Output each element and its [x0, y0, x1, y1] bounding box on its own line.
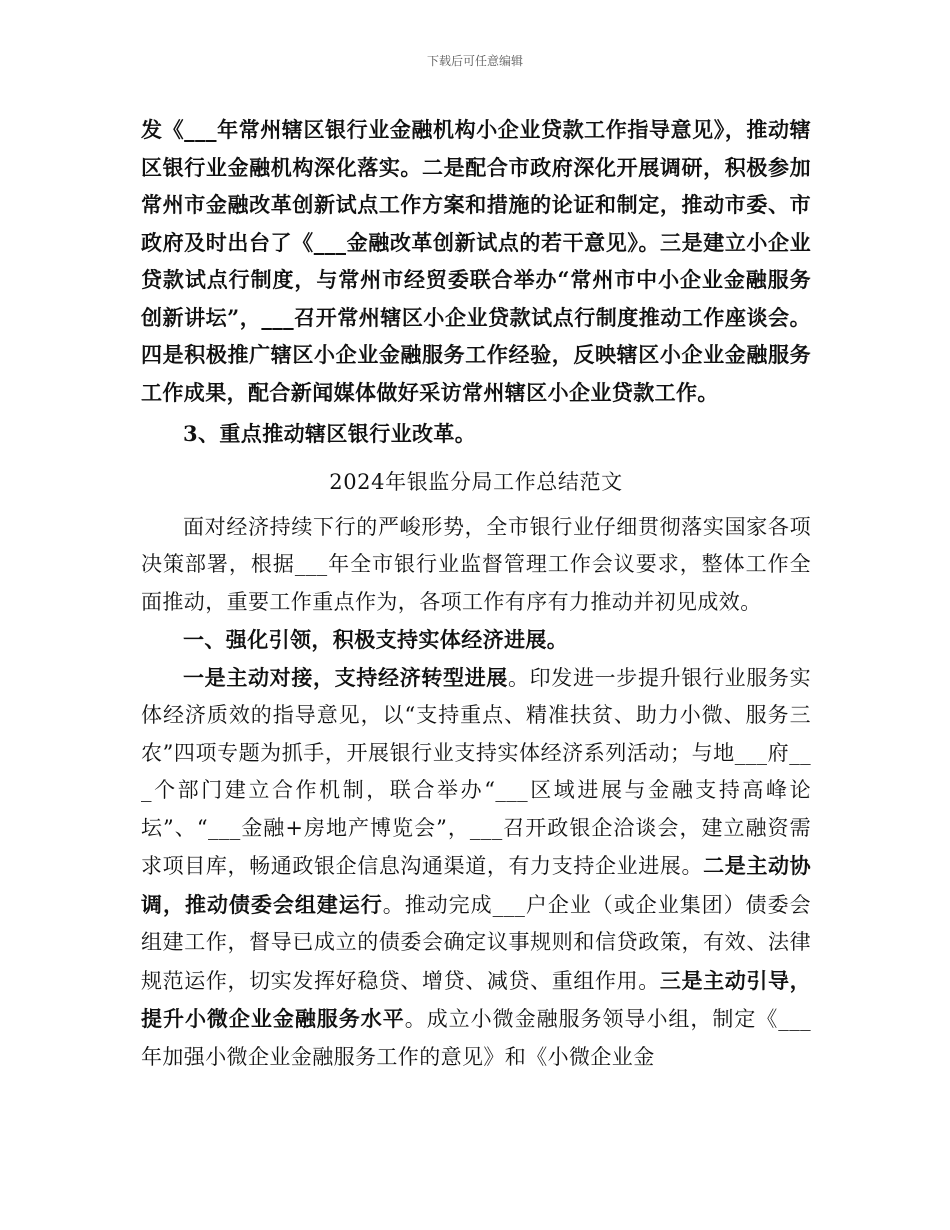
body-paragraph	[141, 659, 811, 1077]
body-text-three: 。成立小微金融服务领导小组，制定《___年加强小微企业金融服务工作的意见》和《小微企业金	[141, 1007, 811, 1069]
body-text-two: 。推动完成___户企业（或企业集团）债委会组建工作，督导已成立的债委会确定议事规则和信贷政策，有效、法律规范运作，切实发挥好稳贷、增贷、减贷、重组作用。	[141, 892, 811, 993]
intro-paragraph: 面对经济持续下行的严峻形势，全市银行业仔细贯彻落实国家各项决策部署，根据___年全市银行业监督管理工作会议要求，整体工作全面推动，重要工作重点作为，各项工作有序有力推动并初见成效。	[141, 514, 811, 614]
document-title: 2024年银监分局工作总结范文	[329, 469, 623, 494]
bold-lead-one: 一是主动对接，支持经济转型进展	[183, 664, 508, 690]
page-header-note: 下载后可任意编辑	[426, 54, 523, 68]
document-body	[141, 111, 811, 1076]
body-text-one: 。印发进一步提升银行业服务实体经济质效的指导意见，以“支持重点、精准扶贫、助力小微、服务三农”四项专题为抓手，开展银行业支持实体经济系列活动；与地___府___个部门建立合作机制，联合举办“___区域进展与金融支持高峰论坛”、“___金融+房地产博览会”，___召开政银企洽谈会，建立融资需求项目库，畅通政银企信息沟通渠道，有力支持企业进展。	[141, 665, 811, 878]
section-heading-reform: 3、重点推动辖区银行业改革。	[183, 421, 477, 446]
bold-lead-three: 三是主动引导，提升小微企业金融服务水平	[141, 967, 811, 1031]
section-heading-one: 一、强化引领，积极支持实体经济进展。	[183, 627, 569, 652]
bold-lead-two: 二是主动协调，推动债委会组建运行	[141, 853, 812, 917]
paragraph-continued-text: 发《___年常州辖区银行业金融机构小企业贷款工作指导意见》，推动辖区银行业金融机构深化落实。二是配合市政府深化开展调研，积极参加常州市金融改革创新试点工作方案和措施的论证和制定，推动市委、市政府及时出台了《___金融改革创新试点的若干意见》。三是建立小企业贷款试点行制度，与常州市经贸委联合举办“常州市中小企业金融服务创新讲坛”，___召开常州辖区小企业贷款试点行制度推动工作座谈会。四是积极推广辖区小企业金融服务工作经验，反映辖区小企业金融服务工作成果，配合新闻媒体做好采访常州辖区小企业贷款工作。	[141, 117, 811, 405]
